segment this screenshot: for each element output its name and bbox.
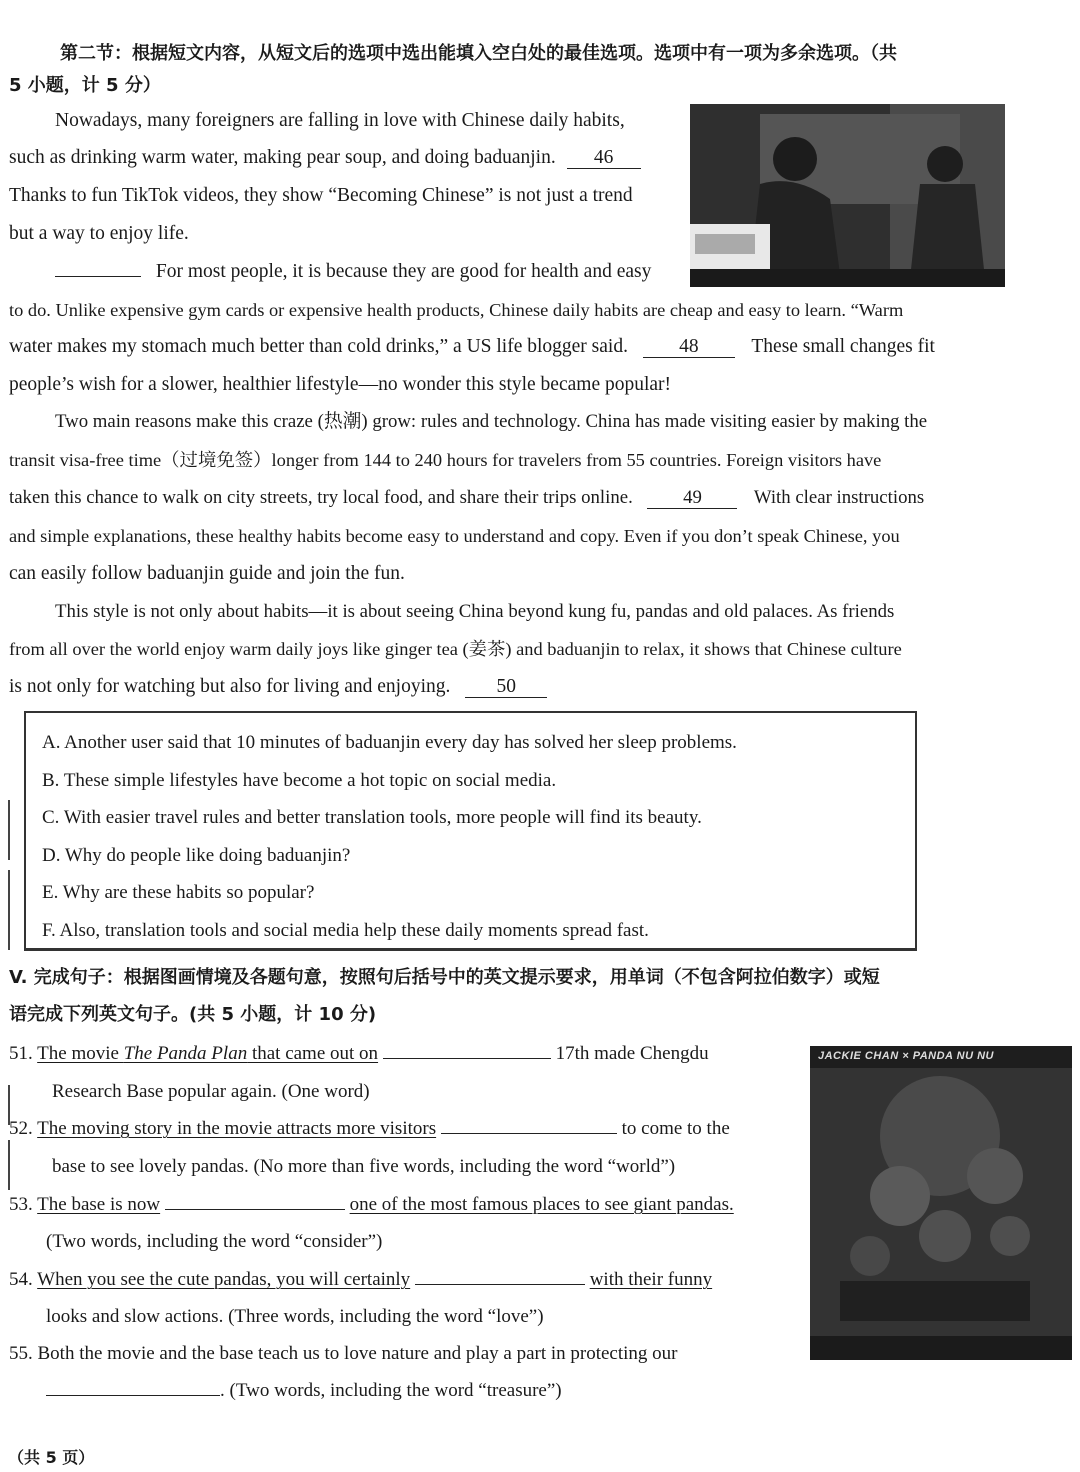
- q54-line1: [9, 1268, 712, 1292]
- habits-photo: [690, 104, 1005, 287]
- passage-p3-line3-text-b: With clear instructions: [753, 487, 925, 508]
- q52-number: 52.: [9, 1118, 33, 1139]
- passage-p4-line1: This style is not only about habits—it is about seeing China beyond kung fu, pandas and old palaces. As friends: [55, 601, 895, 622]
- q55-line1: [9, 1342, 678, 1366]
- q53-line2: (Two words, including the word “consider”): [46, 1231, 383, 1252]
- option-e[interactable]: E. Why are these habits so popular?: [42, 882, 315, 903]
- q55-line2: [46, 1379, 562, 1403]
- option-b[interactable]: B. These simple lifestyles have become a hot topic on social media.: [42, 770, 557, 791]
- passage-p2-line3-text-a: water makes my stomach much better than cold drinks,” a US life blogger said.: [9, 336, 628, 357]
- q52-text-a: The moving story in the movie attracts more visitors: [37, 1118, 437, 1139]
- option-c[interactable]: C. With easier travel rules and better translation tools, more people will find its beauty.: [42, 807, 702, 828]
- passage-p4-line3: [9, 675, 547, 699]
- section2-header-line1: 第二节：根据短文内容，从短文后的选项中选出能填入空白处的最佳选项。选项中有一项为多余选项。（共: [60, 43, 897, 64]
- section2-header-line2: 5 小题，计 5 分）: [9, 75, 161, 96]
- passage-p2-line1-text: For most people, it is because they are good for health and easy: [155, 261, 652, 282]
- q51-line2: Research Base popular again. (One word): [52, 1081, 370, 1102]
- q53-line1: [9, 1193, 734, 1217]
- q54-text-a: When you see the cute pandas, you will certainly: [37, 1269, 411, 1290]
- q54-line2: looks and slow actions. (Three words, including the word “love”): [46, 1306, 544, 1327]
- q54-answer-blank[interactable]: [415, 1284, 585, 1285]
- passage-p2-line4: people’s wish for a slower, healthier lifestyle—no wonder this style became popular!: [9, 374, 672, 395]
- option-f[interactable]: F. Also, translation tools and social media help these daily moments spread fast.: [42, 920, 649, 941]
- movie-poster-graphic: [810, 1046, 1072, 1360]
- option-d[interactable]: D. Why do people like doing baduanjin?: [42, 845, 351, 866]
- passage-p1-line2-text: such as drinking warm water, making pear soup, and doing baduanjin.: [9, 147, 556, 168]
- blank-49[interactable]: 49: [647, 488, 737, 509]
- q51-movie-title: The Panda Plan: [123, 1043, 248, 1064]
- q53-text-b: one of the most famous places to see giant pandas.: [349, 1194, 734, 1215]
- q52-text-b: to come to the: [621, 1118, 730, 1139]
- passage-p1-line4: but a way to enjoy life.: [9, 223, 189, 244]
- q51-text-a: The movie: [37, 1043, 124, 1064]
- passage-p4-line3-text: is not only for watching but also for living and enjoying.: [9, 676, 451, 697]
- q51-line1: [9, 1042, 709, 1066]
- q55-text-b: . (Two words, including the word “treasure”): [220, 1380, 562, 1401]
- section5-header-line2: 语完成下列英文句子。(共 5 小题，计 10 分): [9, 1004, 377, 1025]
- q51-number: 51.: [9, 1043, 33, 1064]
- blank-47[interactable]: [55, 276, 141, 277]
- margin-mark: [8, 1140, 10, 1190]
- q54-text-b: with their funny: [589, 1269, 713, 1290]
- blank-46[interactable]: 46: [567, 148, 641, 169]
- poster-banner: JACKIE CHAN × PANDA NU NU: [818, 1050, 994, 1062]
- passage-p2-line1: [55, 260, 651, 284]
- q52-line1: [9, 1117, 730, 1141]
- q55-number: 55.: [9, 1343, 33, 1364]
- passage-p2-line3: [9, 335, 935, 359]
- passage-p1-line1: Nowadays, many foreigners are falling in love with Chinese daily habits,: [55, 110, 625, 131]
- margin-mark: [8, 800, 10, 860]
- habits-photo-graphic: [690, 104, 1005, 287]
- q53-number: 53.: [9, 1194, 33, 1215]
- q51-text-b: that came out on: [247, 1043, 379, 1064]
- page-footer: （共 5 页）: [8, 1448, 95, 1467]
- q55-text-a: Both the movie and the base teach us to love nature and play a part in protecting our: [37, 1343, 678, 1364]
- q52-line2: base to see lovely pandas. (No more than five words, including the word “world”): [52, 1156, 676, 1177]
- passage-p4-line2: from all over the world enjoy warm daily joys like ginger tea (姜茶) and baduanjin to relax, it shows that Chinese culture: [9, 639, 902, 659]
- option-a[interactable]: A. Another user said that 10 minutes of baduanjin every day has solved her sleep problems.: [42, 732, 737, 753]
- q52-answer-blank[interactable]: [441, 1133, 617, 1134]
- passage-p3-line4: and simple explanations, these healthy habits become easy to understand and copy. Even if you don’t speak Chinese, you: [9, 526, 900, 546]
- blank-48[interactable]: 48: [643, 337, 735, 358]
- q55-answer-blank[interactable]: [46, 1395, 220, 1396]
- passage-p2-line2: to do. Unlike expensive gym cards or expensive health products, Chinese daily habits are cheap and easy to learn. “Warm: [9, 300, 904, 320]
- passage-p3-line5: can easily follow baduanjin guide and join the fun.: [9, 563, 405, 584]
- q51-text-c: 17th made Chengdu: [555, 1043, 709, 1064]
- passage-p1-line2: [9, 146, 641, 170]
- margin-mark: [8, 870, 10, 950]
- passage-p3-line3-text-a: taken this chance to walk on city streets, try local food, and share their trips online.: [9, 487, 633, 508]
- passage-p3-line2: transit visa-free time（过境免签）longer from 144 to 240 hours for travelers from 55 countries. Foreign visitors have: [9, 450, 882, 470]
- passage-p3-line3: [9, 486, 924, 510]
- section5-header-line1: V. 完成句子：根据图画情境及各题句意，按照句后括号中的英文提示要求，用单词（不包含阿拉伯数字）或短: [9, 967, 880, 988]
- q51-answer-blank[interactable]: [383, 1058, 551, 1059]
- blank-50[interactable]: 50: [465, 677, 547, 698]
- passage-p2-line3-text-b: These small changes fit: [751, 336, 935, 357]
- q53-answer-blank[interactable]: [165, 1209, 345, 1210]
- options-box: [24, 711, 917, 951]
- passage-p3-line1: Two main reasons make this craze (热潮) grow: rules and technology. China has made visiting easier by making the: [55, 411, 928, 432]
- q53-text-a: The base is now: [37, 1194, 161, 1215]
- passage-p1-line3: Thanks to fun TikTok videos, they show “Becoming Chinese” is not just a trend: [9, 185, 633, 206]
- q54-number: 54.: [9, 1269, 33, 1290]
- movie-poster: [810, 1046, 1072, 1360]
